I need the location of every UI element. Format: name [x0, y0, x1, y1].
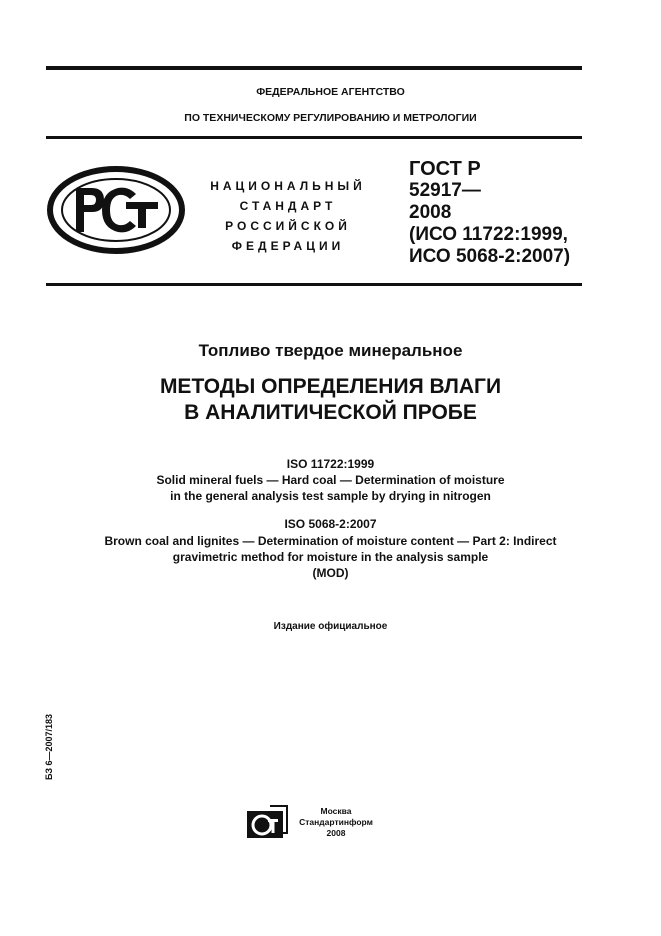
edition-label: Издание официальное: [273, 621, 388, 632]
rst-logo-icon: [46, 166, 186, 254]
iso2-line-2: gravimetric method for moisture in the analysis sample: [172, 550, 489, 564]
gost-line-1: ГОСТ Р: [409, 158, 481, 180]
header-rule: [46, 283, 582, 286]
iso1-line-2: in the general analysis test sample by drying in nitrogen: [170, 489, 491, 503]
gost-line-5: ИСО 5068-2:2007): [409, 246, 571, 267]
iso2-line-3: (MOD): [312, 566, 349, 580]
gost-designation: [409, 158, 570, 268]
agency-rule: [46, 136, 582, 139]
iso2-code: ISO 5068-2:2007: [284, 517, 377, 531]
document-title-line-1: МЕТОДЫ ОПРЕДЕЛЕНИЯ ВЛАГИ: [159, 375, 502, 398]
publisher-city: Москва: [320, 806, 352, 816]
national-line-3: РОССИЙСКОЙ: [225, 219, 351, 233]
side-code: БЗ 6—2007/183: [44, 713, 54, 780]
publisher-logo-icon: [246, 805, 288, 839]
document-subtitle: Топливо твердое минеральное: [198, 341, 463, 360]
national-line-1: НАЦИОНАЛЬНЫЙ: [210, 179, 366, 193]
national-line-2: СТАНДАРТ: [239, 199, 337, 213]
document-title-line-2: В АНАЛИТИЧЕСКОЙ ПРОБЕ: [184, 401, 477, 424]
agency-line-1: ФЕДЕРАЛЬНОЕ АГЕНТСТВО: [256, 86, 405, 98]
iso1-line-1: Solid mineral fuels — Hard coal — Determination of moisture: [156, 473, 505, 487]
iso1-code: ISO 11722:1999: [286, 457, 375, 471]
agency-line-2: ПО ТЕХНИЧЕСКОМУ РЕГУЛИРОВАНИЮ И МЕТРОЛОГИИ: [184, 112, 477, 124]
national-line-4: ФЕДЕРАЦИИ: [231, 239, 345, 253]
iso2-line-1: Brown coal and lignites — Determination of moisture content — Part 2: Indirect: [104, 534, 557, 548]
publisher-year: 2008: [326, 828, 346, 838]
national-standard-block: [188, 176, 388, 256]
gost-line-4: (ИСО 11722:1999,: [409, 224, 568, 245]
gost-line-2: 52917—: [409, 180, 481, 201]
publisher-text: [296, 806, 376, 839]
top-rule: [46, 66, 582, 70]
publisher-name: Стандартинформ: [299, 817, 373, 827]
gost-line-3: 2008: [409, 202, 452, 223]
